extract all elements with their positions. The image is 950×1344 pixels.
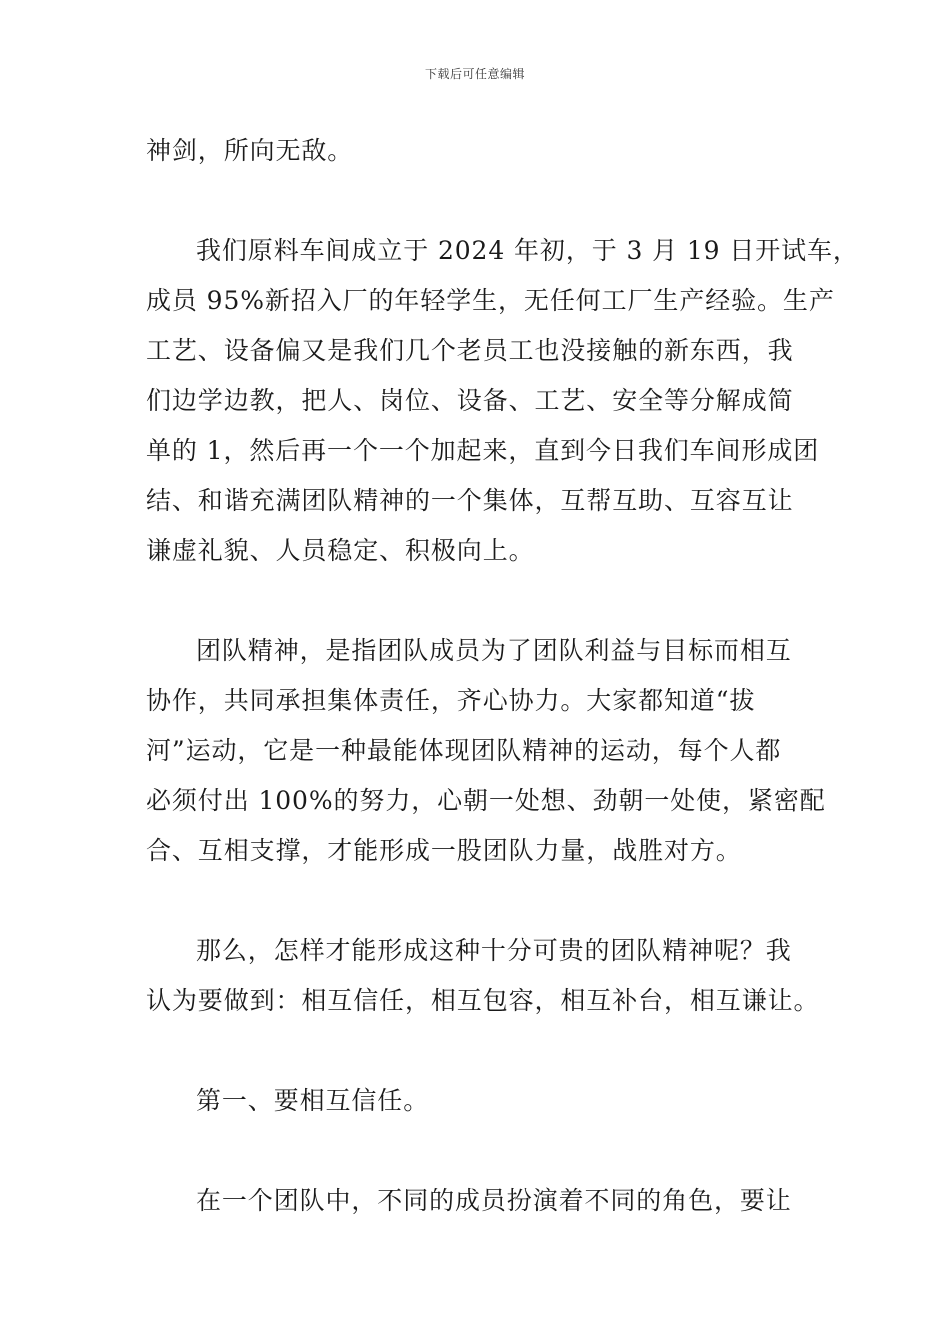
paragraph-gap	[146, 1126, 808, 1176]
paragraph-line: 单的 1，然后再一个一个加起来，直到今日我们车间形成团	[146, 436, 820, 465]
paragraph-line: 神剑，所向无敌。	[146, 136, 354, 165]
paragraph-gap	[146, 176, 808, 226]
paragraph-line: 那么，怎样才能形成这种十分可贵的团队精神呢？我	[196, 936, 792, 965]
paragraph-line: 认为要做到：相互信任，相互包容，相互补台，相互谦让。	[146, 986, 820, 1015]
paragraph-line: 河”运动，它是一种最能体现团队精神的运动，每个人都	[146, 736, 782, 765]
paragraph-gap	[146, 876, 808, 926]
paragraph-line: 们边学边教，把人、岗位、设备、工艺、安全等分解成简	[146, 386, 794, 415]
section-heading: 第一、要相互信任。	[196, 1086, 430, 1115]
page-header: 下载后可任意编辑	[424, 67, 525, 81]
paragraph-line: 成员 95%新招入厂的年轻学生，无任何工厂生产经验。生产	[146, 286, 835, 315]
paragraph-line: 必须付出 100%的努力，心朝一处想、劲朝一处使，紧密配	[146, 786, 826, 815]
paragraph-line: 团队精神，是指团队成员为了团队利益与目标而相互	[196, 636, 792, 665]
paragraph-line: 我们原料车间成立于 2024 年初，于 3 月 19 日开试车，	[196, 236, 859, 265]
paragraph-line: 合、互相支撑，才能形成一股团队力量，战胜对方。	[146, 836, 742, 865]
paragraph-line: 在一个团队中，不同的成员扮演着不同的角色，要让	[196, 1186, 792, 1215]
paragraph-line: 谦虚礼貌、人员稳定、积极向上。	[146, 536, 535, 565]
paragraph-line: 协作，共同承担集体责任，齐心协力。大家都知道“拔	[146, 686, 756, 715]
paragraph-gap	[146, 576, 808, 626]
document-body	[146, 126, 859, 1226]
paragraph-gap	[146, 1026, 808, 1076]
paragraph-line: 结、和谐充满团队精神的一个集体，互帮互助、互容互让	[146, 486, 794, 515]
paragraph-line: 工艺、设备偏又是我们几个老员工也没接触的新东西，我	[146, 336, 794, 365]
